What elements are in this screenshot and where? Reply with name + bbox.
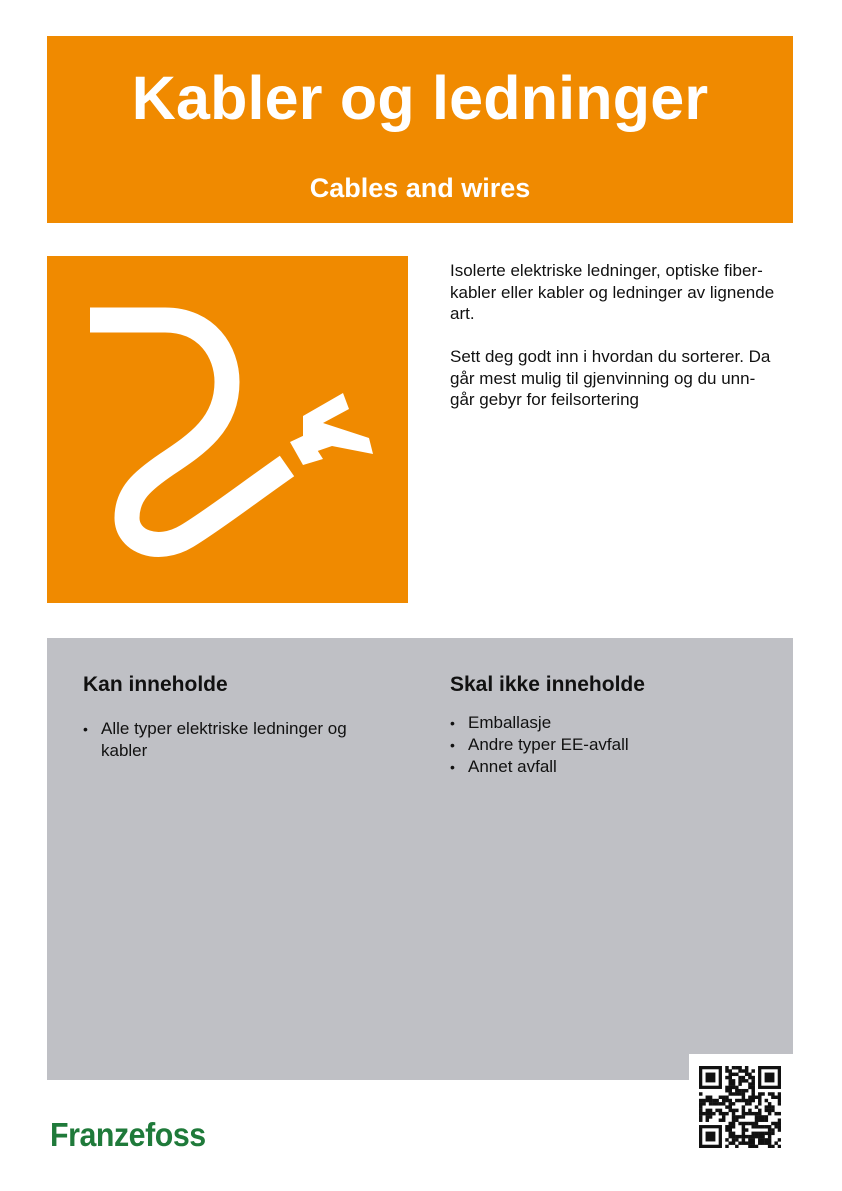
list-item	[450, 734, 750, 756]
list-item	[450, 756, 750, 778]
list-item	[450, 712, 750, 734]
cable-pictogram	[47, 256, 408, 603]
may-contain-list	[83, 718, 383, 762]
bullet-icon: •	[83, 721, 88, 737]
list-item-text: Annet avfall	[468, 757, 557, 776]
may-contain-section	[83, 672, 383, 762]
description-line: går mest mulig til gjenvinning og du unn-	[450, 368, 756, 388]
header-banner	[47, 36, 793, 223]
must-not-contain-list	[450, 712, 750, 778]
qr-code[interactable]	[689, 1054, 793, 1158]
list-item-line: kabler	[101, 741, 148, 760]
description-line: kabler eller kabler og ledninger av lignende	[450, 282, 775, 302]
must-not-contain-heading: Skal ikke inneholde	[450, 673, 645, 696]
list-item	[83, 718, 383, 762]
description-line: Sett deg godt inn i hvordan du sorterer. Da	[450, 347, 771, 366]
must-not-contain-section	[450, 672, 750, 778]
description-line: Isolerte elektriske ledninger, optiske fiber-	[450, 261, 763, 280]
bullet-icon: •	[450, 737, 455, 753]
qr-code-icon	[699, 1066, 781, 1148]
page-subtitle: Cables and wires	[309, 173, 531, 203]
description-line: art.	[450, 304, 475, 323]
list-item-text: Andre typer EE-avfall	[468, 735, 629, 754]
bullet-icon: •	[450, 759, 455, 775]
description-paragraph-2	[450, 346, 795, 411]
bullet-icon: •	[450, 715, 455, 731]
list-item-text: Emballasje	[468, 713, 552, 732]
sorting-info-panel	[47, 638, 793, 1080]
list-item-line: Alle typer elektriske ledninger og	[101, 719, 347, 738]
may-contain-heading: Kan inneholde	[83, 673, 228, 696]
brand-logo: Franzefoss	[50, 1116, 206, 1153]
cable-plug-icon	[47, 256, 408, 603]
page-title: Kabler og ledninger	[131, 64, 709, 132]
description-paragraph-1	[450, 260, 795, 325]
description	[450, 260, 795, 432]
description-line: går gebyr for feilsortering	[450, 390, 639, 409]
